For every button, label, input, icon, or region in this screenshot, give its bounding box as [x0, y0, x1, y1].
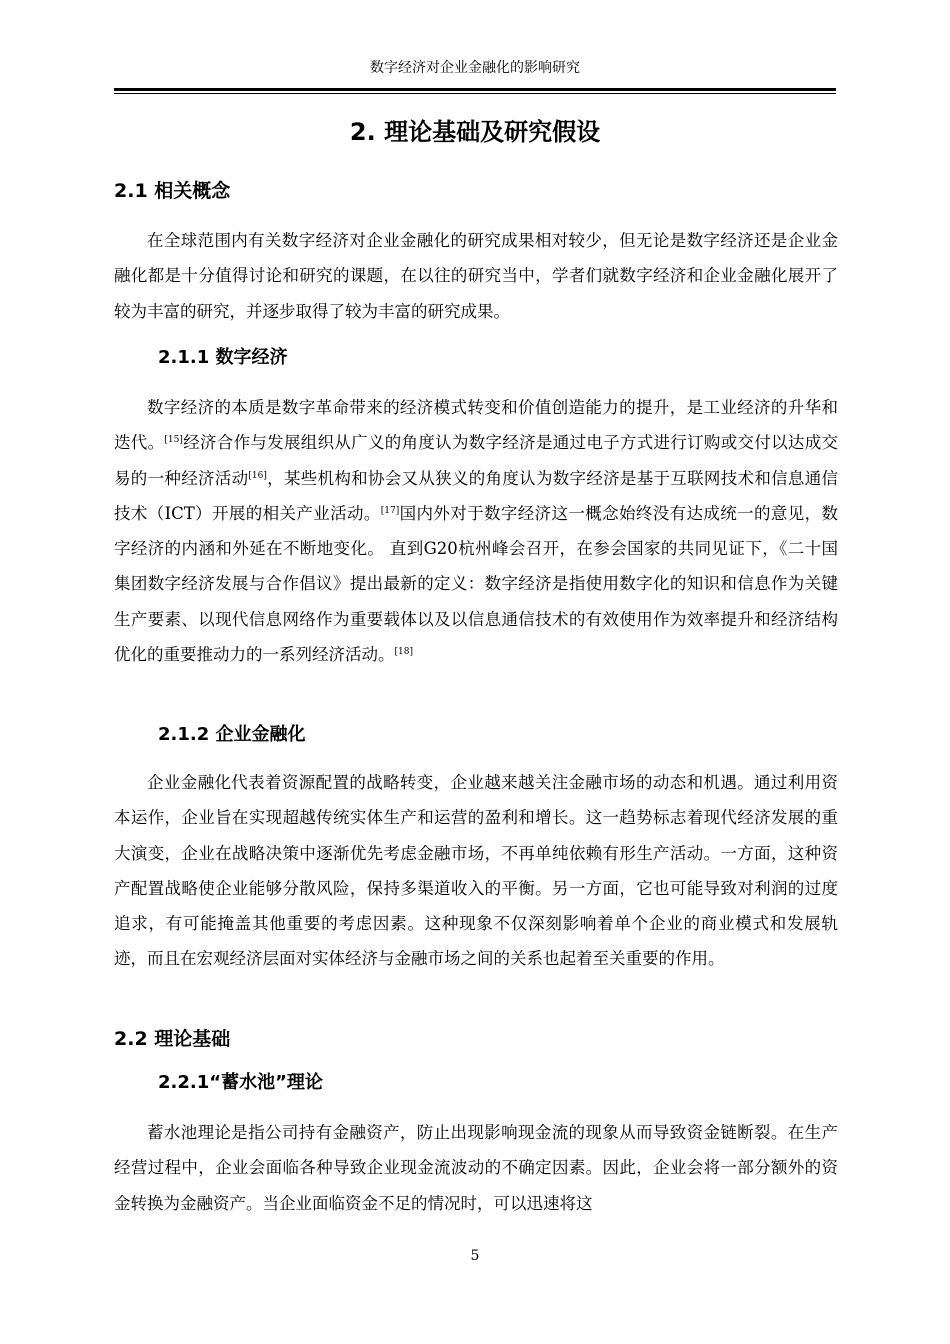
- citation: [17]: [380, 505, 400, 516]
- header-rule-thin: [114, 93, 836, 94]
- section-2-2-1-paragraph: 蓄水池理论是指公司持有金融资产，防止出现影响现金流的现象从而导致资金链断裂。在生产经营过程中，企业会面临各种导致企业现金流波动的不确定因素。因此，企业会将一部分额外的资金转换为金融资产。当企业面临资金不足的情况时，可以迅速将这: [114, 1123, 838, 1213]
- citation: [16]: [248, 470, 267, 481]
- section-heading-2-1: 2.1 相关概念: [114, 180, 231, 202]
- section-heading-2-1-2: 2.1.2 企业金融化: [158, 724, 306, 745]
- section-2-1-1-paragraph: [114, 390, 838, 672]
- section-2-1-paragraph: 在全球范围内有关数字经济对企业金融化的研究成果相对较少，但无论是数字经济还是企业金融化都是十分值得讨论和研究的课题，在以往的研究当中，学者们就数字经济和企业金融化展开了较为丰富的研究，并逐步取得了较为丰富的研究成果。: [114, 231, 838, 321]
- paragraph-text: ，某些机构和协会又从狭义的角度认为数字经济是基于互联网技术和信息通信技术（ICT）开展的相关产业活动。: [114, 468, 839, 523]
- citation: [15]: [164, 435, 183, 446]
- section-heading-2-2: 2.2 理论基础: [114, 1028, 231, 1050]
- header-rule-thick: [114, 88, 836, 91]
- paragraph-text: 国内外对于数字经济这一概念始终没有达成统一的意见，数字经济的内涵和外延在不断地变化。 直到G20杭州峰会召开，在参会国家的共同见证下，《二十国集团数字经济发展与合作倡议》提出最新的定义：数字经济是指使用数字化的知识和信息作为关键生产要素、以现代信息网络作为重要载体以及以信息通信技术的有效使用作为效率提升和经济结构优化的重要推动力的一系列经济活动。: [114, 503, 839, 665]
- section-heading-2-2-1: 2.2.1“蓄水池”理论: [158, 1072, 323, 1093]
- paragraph-text: 数字经济的本质是数字革命带来的经济模式转变和价值创造能力的提升，是工业经济的升华和迭代。: [114, 398, 838, 453]
- paragraph-text: 经济合作与发展组织从广义的角度认为数字经济是通过电子方式进行订购或交付以达成交易的一种经济活动: [114, 433, 839, 488]
- section-2-1-2-paragraph: 企业金融化代表着资源配置的战略转变，企业越来越关注金融市场的动态和机遇。通过利用资本运作，企业旨在实现超越传统实体生产和运营的盈利和增长。这一趋势标志着现代经济发展的重大演变，企业在战略决策中逐渐优先考虑金融市场，不再单纯依赖有形生产活动。一方面，这种资产配置战略使企业能够分散风险，保持多渠道收入的平衡。另一方面，它也可能导致对利润的过度追求，有可能掩盖其他重要的考虑因素。这种现象不仅深刻影响着单个企业的商业模式和发展轨迹，而且在宏观经济层面对实体经济与金融市场之间的关系也起着至关重要的作用。: [114, 773, 838, 969]
- chapter-title: 2. 理论基础及研究假设: [349, 118, 601, 146]
- section-heading-2-1-1: 2.1.1 数字经济: [158, 347, 288, 368]
- citation: [18]: [394, 647, 413, 658]
- page-number: 5: [470, 1248, 480, 1264]
- running-header: 数字经济对企业金融化的影响研究: [370, 60, 580, 76]
